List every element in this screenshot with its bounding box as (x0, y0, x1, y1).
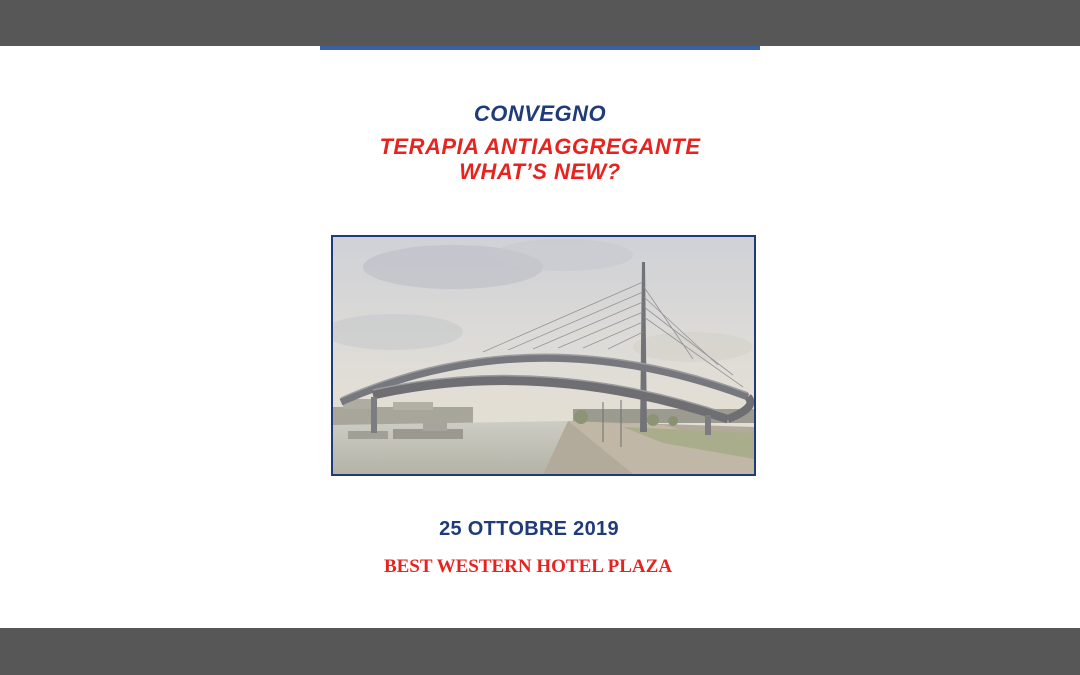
event-type-title: CONVEGNO (473, 101, 607, 126)
event-topic-title: TERAPIA ANTIAGGREGANTE (379, 134, 701, 159)
bottom-frame-bar (0, 628, 1080, 675)
document-top-rule (320, 46, 760, 50)
event-subtitle: WHAT’S NEW? (459, 159, 621, 184)
top-frame-bar (0, 0, 1080, 46)
event-venue: BEST WESTERN HOTEL PLAZA (383, 556, 673, 577)
bridge-photo-illustration (333, 237, 754, 474)
event-date: 25 OTTOBRE 2019 (439, 518, 619, 540)
bridge-photo (331, 235, 756, 476)
